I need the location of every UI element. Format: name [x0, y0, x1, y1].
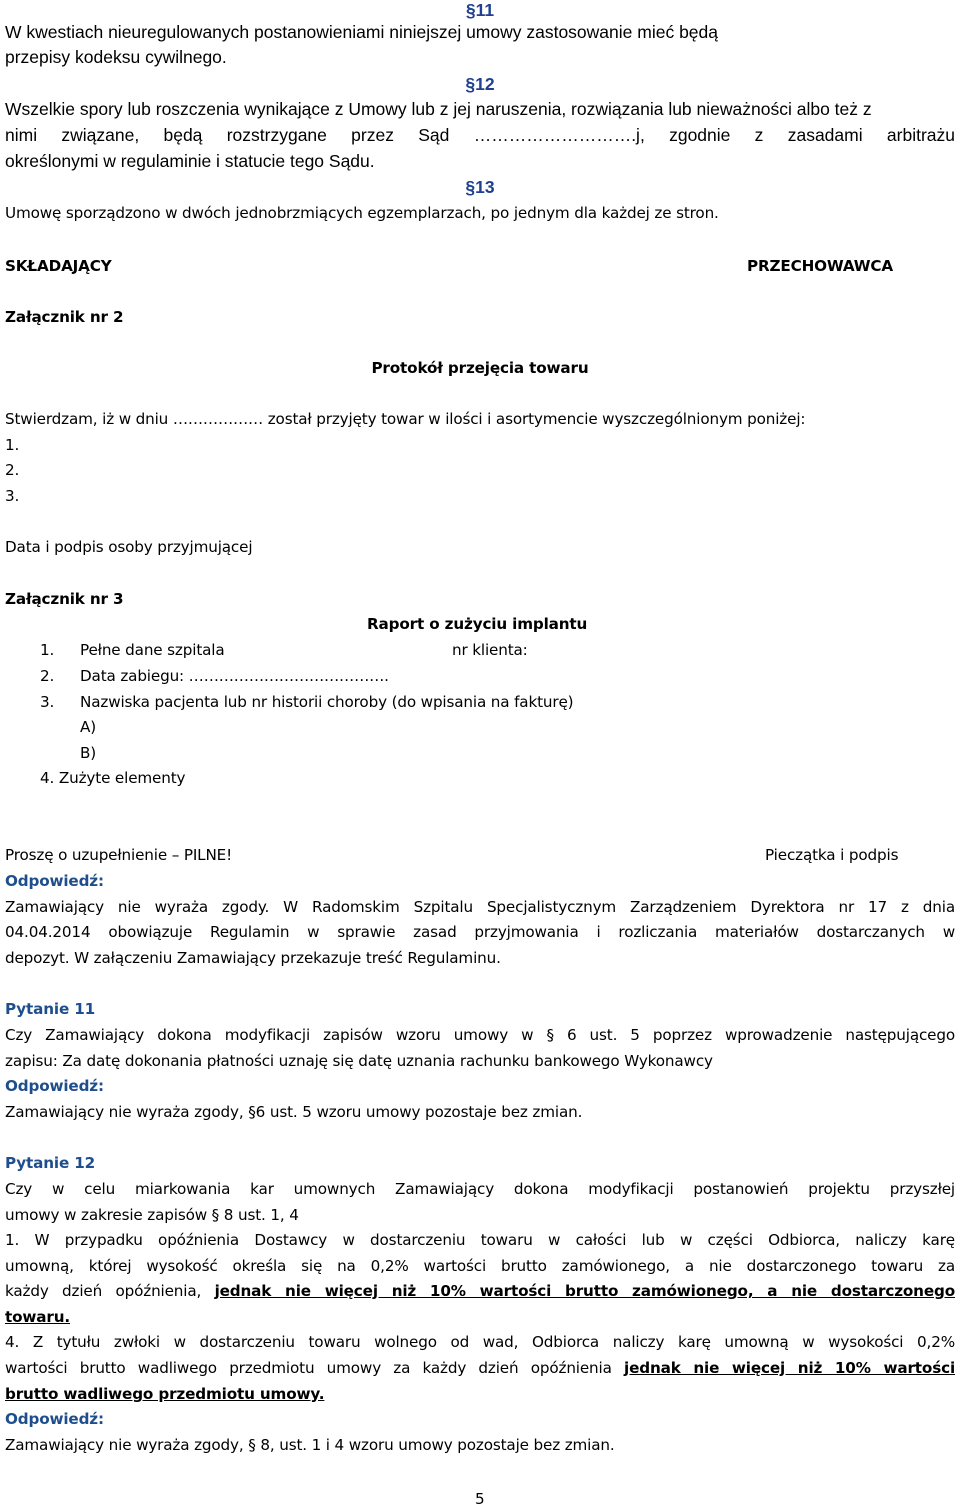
question11-line2: zapisu: Za datę dokonania płatności uznaję się datę uznania rachunku bankowego Wykonawcy	[5, 1052, 713, 1070]
question12-p4-line2-underlined: jednak nie więcej niż 10% wartości	[624, 1359, 956, 1377]
answer-label: Odpowiedź:	[5, 872, 104, 890]
section-11-text-line1: W kwestiach nieuregulowanych postanowieniami niniejszej umowy zastosowanie mieć będą	[5, 22, 718, 42]
question12-p1-line4: towaru.	[5, 1308, 70, 1326]
annex3-item4-text: 4. Zużyte elementy	[40, 769, 186, 787]
annex3-item2-number: 2.	[40, 667, 55, 685]
section-11-title: §11	[465, 0, 495, 20]
question12-p1-line2: umowną, której wysokość określa się na 0,2% wartości brutto zamówionego, a nie dostarczonego towaru za	[5, 1257, 955, 1275]
annex3-item2-text: Data zabiegu: ………………………………….	[80, 667, 389, 685]
annex2-title: Protokół przejęcia towaru	[371, 359, 589, 377]
annex3-stamp-label: Pieczątka i podpis	[765, 846, 899, 864]
annex2-signature-label: Data i podpis osoby przyjmującej	[5, 538, 253, 556]
question12-p1-line3-text: każdy dzień opóźnienia,	[5, 1282, 215, 1300]
annex2-statement: Stwierdzam, iż w dniu ……………… został przyjęty towar w ilości i asortymencie wyszczególnionym poniżej:	[5, 410, 806, 428]
question12-p4-line2	[5, 1357, 955, 1379]
question11-answer: Zamawiający nie wyraża zgody, §6 ust. 5 wzoru umowy pozostaje bez zmian.	[5, 1103, 583, 1121]
annex3-request: Proszę o uzupełnienie – PILNE!	[5, 846, 233, 864]
question12-line1: Czy w celu miarkowania kar umownych Zamawiający dokona modyfikacji postanowień projektu przyszłej	[5, 1180, 955, 1198]
signature-left-label: SKŁADAJĄCY	[5, 257, 112, 275]
annex2-heading: Załącznik nr 2	[5, 308, 124, 326]
question12-p1-line3-underlined: jednak nie więcej niż 10% wartości brutto zamówionego, a nie dostarczonego	[214, 1282, 955, 1300]
annex2-item: 3.	[5, 487, 20, 505]
question12-p4-line1: 4. Z tytułu zwłoki w dostarczeniu towaru wolnego od wad, Odbiorca naliczy karę umowną w wysokości 0,2%	[5, 1333, 955, 1351]
answer10-line1: Zamawiający nie wyraża zgody. W Radomskim Szpitalu Specjalistycznym Zarządzeniem Dyrektora nr 17 z dnia	[5, 898, 955, 916]
page-number: 5	[475, 1490, 485, 1508]
question12-heading: Pytanie 12	[5, 1154, 96, 1172]
question12-answer: Zamawiający nie wyraża zgody, § 8, ust. 1 i 4 wzoru umowy pozostaje bez zmian.	[5, 1436, 615, 1454]
question12-p1-line1: 1. W przypadku opóźnienia Dostawcy w dostarczeniu towaru w całości lub w części Odbiorca, naliczy karę	[5, 1231, 955, 1249]
question12-line2: umowy w zakresie zapisów § 8 ust. 1, 4	[5, 1206, 299, 1224]
annex3-sub-b: B)	[80, 744, 97, 762]
annex3-item1-text: Pełne dane szpitala	[80, 641, 225, 659]
section-12-title: §12	[465, 74, 495, 94]
answer10-line3: depozyt. W załączeniu Zamawiający przekazuje treść Regulaminu.	[5, 949, 501, 967]
annex2-item: 2.	[5, 461, 20, 479]
annex3-heading: Załącznik nr 3	[5, 590, 124, 608]
section-13-text-line1: Umowę sporządzono w dwóch jednobrzmiących egzemplarzach, po jednym dla każdej ze stron.	[5, 204, 719, 222]
section-12-text-line2: nimi związane, będą rozstrzygane przez Sąd ……………………….j, zgodnie z zasadami arbitrażu	[5, 125, 955, 145]
annex3-item1-number: 1.	[40, 641, 55, 659]
annex3-client-number-label: nr klienta:	[452, 641, 528, 659]
annex3-title: Raport o zużyciu implantu	[367, 615, 588, 633]
annex3-item3-number: 3.	[40, 693, 55, 711]
answer-label: Odpowiedź:	[5, 1410, 104, 1428]
annex2-item: 1.	[5, 436, 20, 454]
section-12-text-line3: określonymi w regulaminie i statucie tego Sądu.	[5, 151, 375, 171]
section-12-text-line1: Wszelkie spory lub roszczenia wynikające z Umowy lub z jej naruszenia, rozwiązania lub nieważności albo też z	[5, 99, 872, 119]
question12-p1-line3	[5, 1280, 955, 1302]
question11-line1: Czy Zamawiający dokona modyfikacji zapisów wzoru umowy w § 6 ust. 5 poprzez wprowadzenie następującego	[5, 1026, 955, 1044]
answer10-line2: 04.04.2014 obowiązuje Regulamin w sprawie zasad przyjmowania i rozliczania materiałów dostarczanych w	[5, 923, 955, 941]
signature-right-label: PRZECHOWAWCA	[747, 257, 893, 275]
section-13-title: §13	[465, 177, 495, 197]
question11-heading: Pytanie 11	[5, 1000, 96, 1018]
question12-p4-line3: brutto wadliwego przedmiotu umowy.	[5, 1385, 325, 1403]
annex3-item3-text: Nazwiska pacjenta lub nr historii choroby (do wpisania na fakturę)	[80, 693, 574, 711]
answer-label: Odpowiedź:	[5, 1077, 104, 1095]
question12-p4-line2-text: wartości brutto wadliwego przedmiotu umowy za każdy dzień opóźnienia	[5, 1359, 625, 1377]
annex3-sub-a: A)	[80, 718, 97, 736]
section-11-text-line2: przepisy kodeksu cywilnego.	[5, 47, 227, 67]
